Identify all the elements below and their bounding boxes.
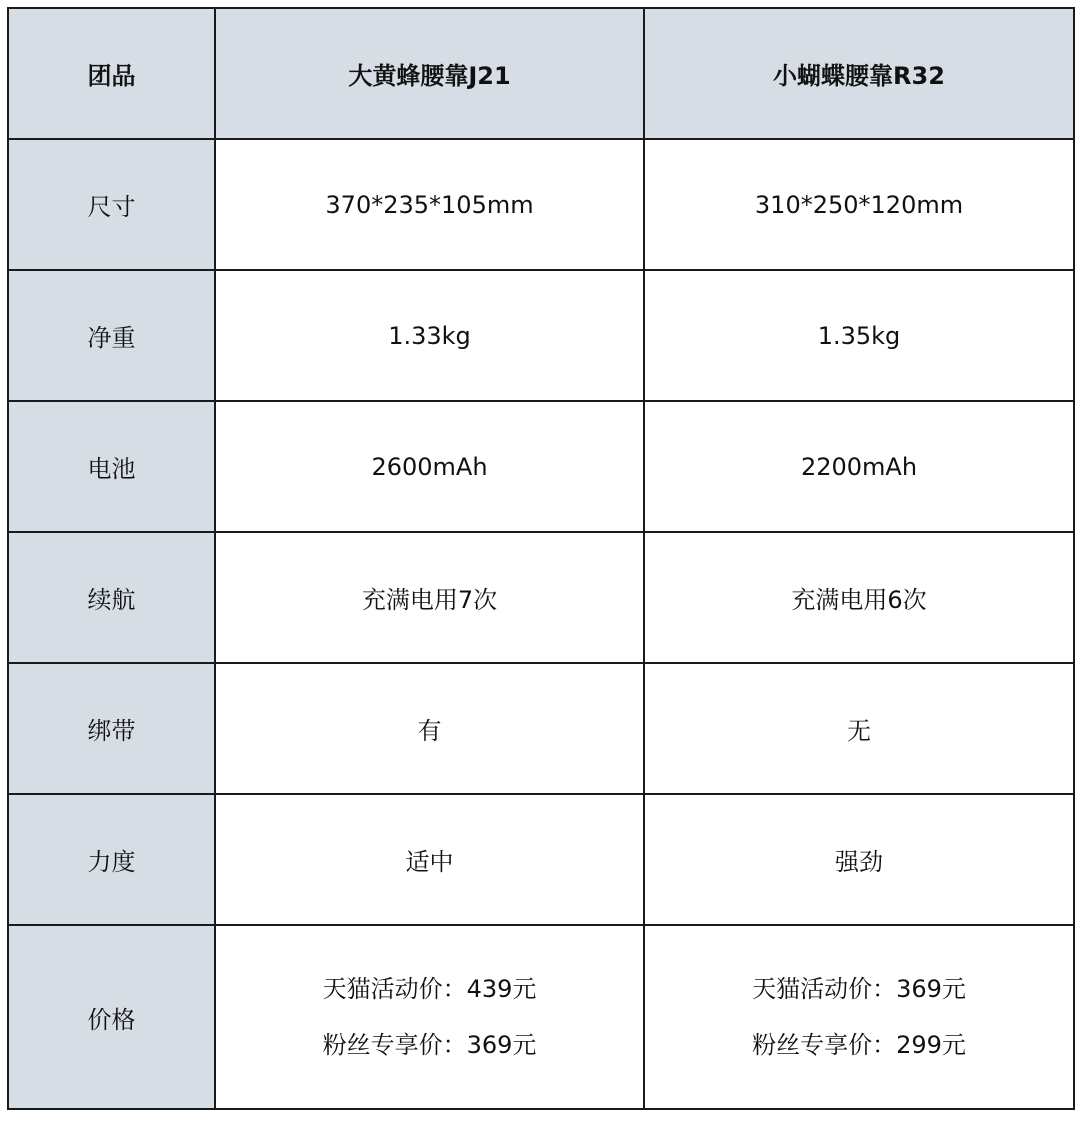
cell-product-b: 1.35kg — [644, 270, 1074, 401]
table-row — [8, 532, 1074, 663]
row-label: 力度 — [8, 794, 215, 925]
cell-product-a: 适中 — [215, 794, 644, 925]
comparison-table — [7, 7, 1075, 1110]
cell-product-a: 2600mAh — [215, 401, 644, 532]
price-cell-product-b — [644, 925, 1074, 1109]
cell-product-a: 370*235*105mm — [215, 139, 644, 270]
cell-product-b: 无 — [644, 663, 1074, 794]
header-product-b: 小蝴蝶腰靠R32 — [644, 8, 1074, 139]
header-label-cell: 团品 — [8, 8, 215, 139]
row-label: 净重 — [8, 270, 215, 401]
row-label: 尺寸 — [8, 139, 215, 270]
table-row — [8, 139, 1074, 270]
row-label: 绑带 — [8, 663, 215, 794]
cell-product-b: 充满电用6次 — [644, 532, 1074, 663]
tmall-price-a: 天猫活动价：439元 — [322, 975, 537, 1003]
table-row — [8, 270, 1074, 401]
table-header-row — [8, 8, 1074, 139]
cell-product-b: 2200mAh — [644, 401, 1074, 532]
row-label: 价格 — [8, 925, 215, 1109]
table-row — [8, 794, 1074, 925]
row-label: 续航 — [8, 532, 215, 663]
table-row — [8, 663, 1074, 794]
cell-product-b: 310*250*120mm — [644, 139, 1074, 270]
fan-price-b: 粉丝专享价：299元 — [752, 1031, 966, 1059]
header-product-a: 大黄蜂腰靠J21 — [215, 8, 644, 139]
cell-product-a: 1.33kg — [215, 270, 644, 401]
cell-product-b: 强劲 — [644, 794, 1074, 925]
cell-product-a: 有 — [215, 663, 644, 794]
price-row — [8, 925, 1074, 1109]
table-row — [8, 401, 1074, 532]
row-label: 电池 — [8, 401, 215, 532]
cell-product-a: 充满电用7次 — [215, 532, 644, 663]
price-cell-product-a — [215, 925, 644, 1109]
tmall-price-b: 天猫活动价：369元 — [752, 975, 966, 1003]
fan-price-a: 粉丝专享价：369元 — [322, 1031, 537, 1059]
